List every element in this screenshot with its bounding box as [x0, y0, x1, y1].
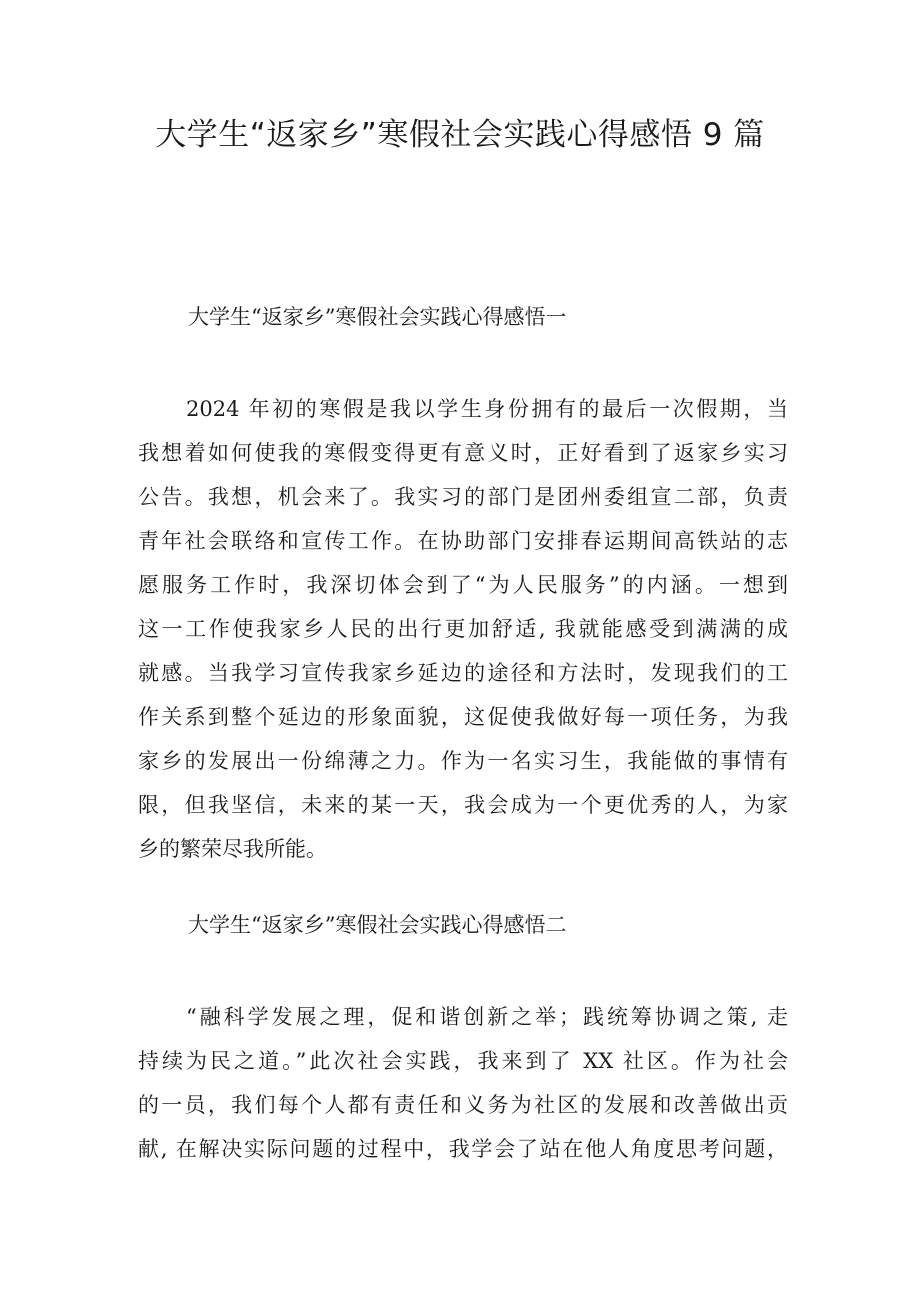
paragraph-line: 献, 在解决实际问题的过程中，我学会了站在他人角度思考问题， — [138, 1137, 788, 1161]
paragraph-line: 就感。当我学习宣传我家乡延边的途径和方法时，发现我们的工 — [138, 661, 788, 685]
paragraph-line: 青年社会联络和宣传工作。在协助部门安排春运期间高铁站的志 — [138, 529, 788, 553]
section-heading-2: 大学生“返家乡”寒假社会实践心得感悟二 — [188, 913, 567, 937]
paragraph-line: 公告。我想，机会来了。我实习的部门是团州委组宣二部，负责 — [138, 485, 788, 509]
document-title: 大学生“返家乡”寒假社会实践心得感悟 9 篇 — [155, 117, 765, 153]
paragraph-line: 限，但我坚信，未来的某一天，我会成为一个更优秀的人，为家 — [138, 793, 788, 817]
paragraph-line: 我想着如何使我的寒假变得更有意义时，正好看到了返家乡实习 — [138, 441, 788, 465]
paragraph-line: 家乡的发展出一份绵薄之力。作为一名实习生，我能做的事情有 — [138, 749, 788, 773]
paragraph-line: 作关系到整个延边的形象面貌，这促使我做好每一项任务，为我 — [138, 705, 788, 729]
paragraph-line: 的一员，我们每个人都有责任和义务为社区的发展和改善做出贡 — [138, 1093, 788, 1117]
paragraph-line: 持续为民之道。”此次社会实践，我来到了 XX 社区。作为社会 — [138, 1049, 788, 1073]
paragraph-line: 乡的繁荣尽我所能。 — [138, 837, 327, 861]
paragraph-line: 2024 年初的寒假是我以学生身份拥有的最后一次假期，当 — [186, 397, 788, 421]
section-1-paragraph — [138, 387, 788, 871]
section-2-paragraph — [138, 995, 788, 1171]
section-heading-1: 大学生“返家乡”寒假社会实践心得感悟一 — [188, 305, 567, 329]
paragraph-line: 这一工作使我家乡人民的出行更加舒适, 我就能感受到满满的成 — [138, 617, 788, 641]
paragraph-line: “融科学发展之理，促和谐创新之举；践统筹协调之策, 走 — [186, 1005, 788, 1029]
paragraph-line: 愿服务工作时，我深切体会到了“为人民服务”的内涵。一想到 — [138, 573, 788, 597]
